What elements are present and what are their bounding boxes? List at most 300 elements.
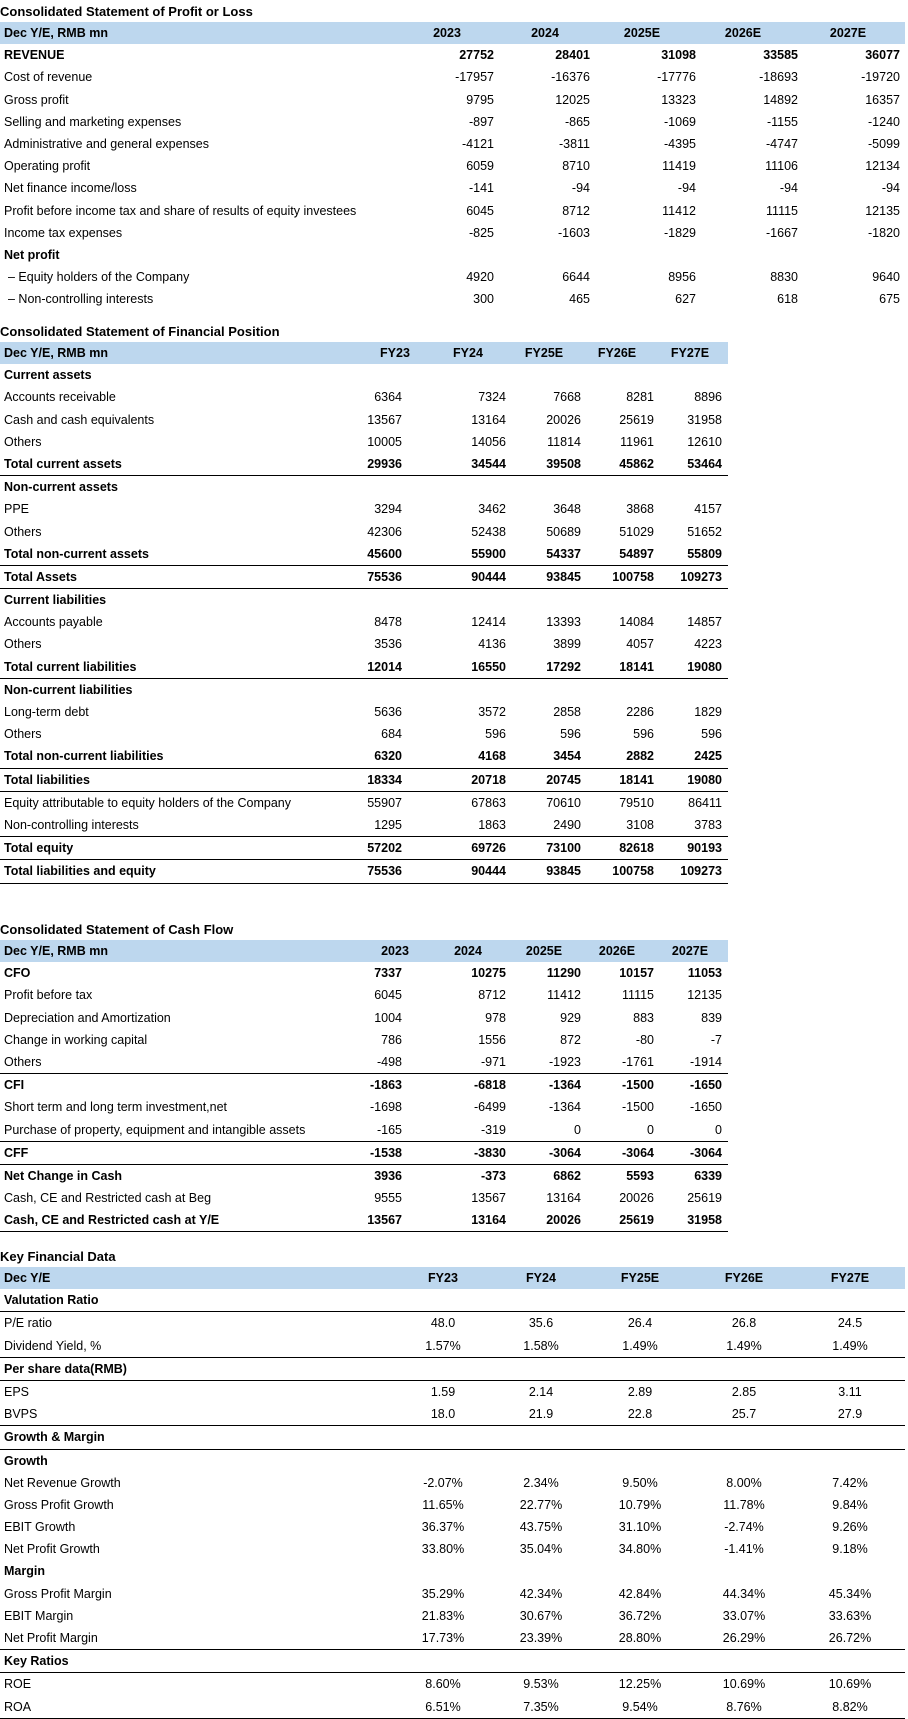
cell-value: 34544 xyxy=(471,456,506,471)
row-label: Gross Profit Margin xyxy=(4,1586,112,1601)
row-label: Equity attributable to equity holders of the Company xyxy=(4,795,291,810)
row-label: Administrative and general expenses xyxy=(4,136,209,151)
cell-value: 13323 xyxy=(661,92,696,107)
cell-value: 25619 xyxy=(687,1191,722,1206)
cell-value: 2.89 xyxy=(627,1384,653,1399)
header-year: FY24 xyxy=(453,346,483,360)
row-label: Cash and cash equivalents xyxy=(4,412,155,427)
cell-value: 20026 xyxy=(546,1213,581,1228)
header-year: FY25E xyxy=(620,1271,660,1285)
cell-value: 31958 xyxy=(687,412,722,427)
cell-value: -19720 xyxy=(861,70,900,85)
cell-value: 7668 xyxy=(553,390,581,405)
cell-value: 3536 xyxy=(374,637,402,652)
table-row xyxy=(0,1142,728,1165)
profit-loss-statement xyxy=(0,0,905,310)
header-year: 2025E xyxy=(525,944,563,958)
cell-value: 20718 xyxy=(471,772,506,787)
cell-value: 8712 xyxy=(478,988,506,1003)
cell-value: 28.80% xyxy=(618,1631,662,1645)
table-row xyxy=(0,1472,905,1494)
cell-value: -2.74% xyxy=(724,1520,764,1535)
row-label: Total current assets xyxy=(4,456,122,471)
header-year: 2023 xyxy=(381,944,409,958)
cell-value: 1829 xyxy=(694,705,722,719)
row-label: Accounts payable xyxy=(4,615,103,630)
cell-value: 55900 xyxy=(471,546,506,561)
table-row xyxy=(0,133,905,155)
row-label: Cost of revenue xyxy=(4,70,93,85)
cell-value: 7.35% xyxy=(523,1699,559,1714)
table-row xyxy=(0,266,905,288)
cell-value: 50689 xyxy=(546,524,581,539)
row-label: Non-controlling interests xyxy=(4,817,139,832)
cell-value: -3811 xyxy=(558,136,590,151)
cell-value: 11053 xyxy=(687,966,722,981)
cell-value: -17776 xyxy=(657,70,696,85)
cell-value: 2.34% xyxy=(523,1475,559,1490)
cell-value: 9.26% xyxy=(832,1520,868,1535)
cell-value: 18.0 xyxy=(430,1407,456,1422)
cell-value: -971 xyxy=(480,1054,506,1069)
header-year: 2026E xyxy=(724,26,762,40)
cell-value: 79510 xyxy=(619,795,654,810)
cell-value: -141 xyxy=(468,181,494,196)
cell-value: 21.83% xyxy=(421,1608,465,1623)
row-label: Total liabilities xyxy=(4,772,90,787)
cell-value: 33.63% xyxy=(828,1608,872,1623)
table-row xyxy=(0,860,728,883)
cell-value: -825 xyxy=(468,225,494,240)
cell-value: 22.77% xyxy=(519,1497,563,1512)
cell-value: 5593 xyxy=(626,1168,654,1183)
table-row xyxy=(0,792,728,814)
cell-value: 3462 xyxy=(478,502,506,517)
table-row xyxy=(0,1358,905,1381)
profit-loss-title: Consolidated Statement of Profit or Loss xyxy=(0,4,253,19)
cell-value: 7324 xyxy=(478,390,506,405)
cell-value: -1603 xyxy=(558,225,590,240)
cell-value: 20026 xyxy=(546,412,581,427)
cell-value: 3454 xyxy=(553,749,581,764)
cell-value: 13164 xyxy=(471,412,506,427)
row-label: ROE xyxy=(4,1677,32,1692)
cell-value: 11419 xyxy=(662,159,696,174)
cell-value: -3064 xyxy=(549,1145,581,1160)
cell-value: 10.69% xyxy=(722,1677,766,1692)
cell-value: 36077 xyxy=(865,48,900,63)
cell-value: 4168 xyxy=(478,749,506,764)
cell-value: 4136 xyxy=(478,637,506,652)
header-year: FY23 xyxy=(380,346,410,360)
header-row xyxy=(0,1267,905,1289)
cell-value: 11115 xyxy=(766,203,798,218)
cell-value: 1863 xyxy=(478,817,506,832)
cell-value: -1500 xyxy=(622,1100,654,1115)
cell-value: 1.49% xyxy=(726,1338,762,1353)
cell-value: 2490 xyxy=(553,817,581,832)
cell-value: 36.72% xyxy=(618,1608,662,1623)
cell-value: 6339 xyxy=(694,1168,722,1183)
cell-value: 17292 xyxy=(546,659,581,674)
financial-position-statement xyxy=(0,320,728,884)
cell-value: 1.49% xyxy=(832,1338,868,1353)
cell-value: -1069 xyxy=(664,114,696,129)
row-label: Total equity xyxy=(4,841,74,856)
cell-value: 31.10% xyxy=(618,1520,662,1535)
cell-value: 596 xyxy=(485,727,506,742)
cell-value: 18334 xyxy=(367,772,402,787)
cell-value: 2.85 xyxy=(731,1384,757,1399)
cell-value: -6499 xyxy=(474,1100,506,1115)
cell-value: 109273 xyxy=(680,569,722,584)
table-row xyxy=(0,679,728,701)
profit-loss-table xyxy=(0,22,905,310)
cell-value: 11.65% xyxy=(422,1497,464,1512)
key-financial-data-title: Key Financial Data xyxy=(0,1249,116,1264)
cell-value: 18141 xyxy=(619,659,654,674)
row-label: EBIT Growth xyxy=(4,1520,76,1535)
cell-value: -319 xyxy=(480,1122,506,1137)
cell-value: 2425 xyxy=(694,749,722,764)
cell-value: -17957 xyxy=(455,70,494,85)
row-label: Key Ratios xyxy=(4,1654,69,1669)
table-row xyxy=(0,1312,905,1334)
row-label: Profit before income tax and share of results of equity investees xyxy=(4,203,357,218)
table-row xyxy=(0,1209,728,1232)
cell-value: 2882 xyxy=(626,749,654,764)
financial-position-table xyxy=(0,342,728,884)
cell-value: 6320 xyxy=(374,749,402,764)
row-label: EBIT Margin xyxy=(4,1608,74,1623)
cell-value: 25619 xyxy=(619,412,654,427)
cell-value: 51029 xyxy=(619,524,654,539)
cell-value: 93845 xyxy=(546,864,581,879)
cell-value: 10275 xyxy=(471,966,506,981)
cell-value: 1.59 xyxy=(430,1384,456,1399)
cell-value: 3936 xyxy=(374,1168,402,1183)
cell-value: -1863 xyxy=(370,1078,402,1093)
cell-value: 55907 xyxy=(367,795,402,810)
table-row xyxy=(0,1165,728,1187)
cell-value: 23.39% xyxy=(519,1631,563,1645)
cell-value: 35.04% xyxy=(519,1542,563,1557)
cell-value: 42306 xyxy=(367,524,402,539)
cell-value: 27752 xyxy=(459,48,494,63)
cell-value: 10.79% xyxy=(618,1497,662,1512)
cell-value: 44.34% xyxy=(722,1586,766,1601)
cell-value: 8830 xyxy=(770,270,798,285)
cell-value: 75536 xyxy=(367,864,402,879)
table-row xyxy=(0,1074,728,1096)
cell-value: 26.29% xyxy=(722,1631,766,1645)
cell-value: -94 xyxy=(677,181,696,196)
header-year: 2026E xyxy=(598,944,636,958)
cell-value: 3648 xyxy=(553,502,581,517)
cell-value: 839 xyxy=(701,1010,722,1025)
row-label: P/E ratio xyxy=(4,1316,52,1331)
cell-value: 31098 xyxy=(661,48,696,63)
cell-value: -16376 xyxy=(551,70,590,85)
table-row xyxy=(0,244,905,266)
cell-value: -3064 xyxy=(622,1145,654,1160)
table-row xyxy=(0,1673,905,1695)
table-row xyxy=(0,1605,905,1627)
cell-value: 109273 xyxy=(680,864,722,879)
cell-value: -6818 xyxy=(474,1078,506,1093)
cell-value: 10157 xyxy=(619,966,654,981)
cash-flow-statement xyxy=(0,918,728,1232)
cell-value: 12.25% xyxy=(618,1677,662,1692)
table-row xyxy=(0,543,728,566)
cell-value: 8.76% xyxy=(726,1699,762,1714)
cell-value: 0 xyxy=(715,1122,722,1137)
row-label: Operating profit xyxy=(4,159,91,174)
cell-value: -1761 xyxy=(622,1054,654,1069)
row-label: CFI xyxy=(4,1078,25,1093)
table-row xyxy=(0,111,905,133)
cell-value: -1500 xyxy=(622,1078,654,1093)
cell-value: -80 xyxy=(635,1032,654,1047)
row-label: Total non-current assets xyxy=(4,546,149,561)
cell-value: 39508 xyxy=(546,456,581,471)
cell-value: 12414 xyxy=(471,615,506,630)
cell-value: 45.34% xyxy=(828,1586,872,1601)
cell-value: 11961 xyxy=(620,434,654,449)
table-row xyxy=(0,1381,905,1403)
cell-value: 14084 xyxy=(619,615,654,630)
row-label: Dividend Yield, % xyxy=(4,1338,102,1353)
cell-value: 16550 xyxy=(471,659,506,674)
cell-value: 11412 xyxy=(547,988,581,1003)
cell-value: 19080 xyxy=(687,772,722,787)
cell-value: 45862 xyxy=(619,456,654,471)
cell-value: 9.18% xyxy=(832,1542,868,1557)
table-row xyxy=(0,611,728,633)
cell-value: 36.37% xyxy=(421,1520,465,1535)
row-label: – Equity holders of the Company xyxy=(8,270,190,285)
table-row xyxy=(0,1029,728,1051)
table-row xyxy=(0,1187,728,1209)
row-label: – Non-controlling interests xyxy=(8,292,154,307)
cell-value: 675 xyxy=(879,292,900,307)
cell-value: -4747 xyxy=(766,136,798,151)
table-row xyxy=(0,633,728,655)
row-label: Net Profit Margin xyxy=(4,1631,98,1645)
cell-value: 90444 xyxy=(471,864,506,879)
cell-value: 6045 xyxy=(374,988,402,1003)
row-label: Gross Profit Growth xyxy=(4,1497,114,1512)
cell-value: 42.34% xyxy=(519,1586,563,1601)
cell-value: 627 xyxy=(675,292,696,307)
header-row xyxy=(0,22,905,44)
cell-value: 8712 xyxy=(562,203,590,218)
cell-value: 30.67% xyxy=(519,1608,563,1623)
cell-value: 75536 xyxy=(367,569,402,584)
cell-value: -1538 xyxy=(370,1145,402,1160)
cell-value: 100758 xyxy=(612,569,654,584)
row-label: Income tax expenses xyxy=(4,225,123,240)
cell-value: 12135 xyxy=(865,203,900,218)
cell-value: 35.6 xyxy=(528,1316,554,1331)
header-year: FY23 xyxy=(428,1271,458,1285)
cell-value: 26.8 xyxy=(731,1316,757,1331)
cash-flow-table xyxy=(0,940,728,1232)
cell-value: 10005 xyxy=(367,434,402,449)
header-row xyxy=(0,342,728,364)
cell-value: 11814 xyxy=(547,434,581,449)
cell-value: 872 xyxy=(560,1032,581,1047)
table-row xyxy=(0,836,728,860)
cell-value: 1.49% xyxy=(622,1338,658,1353)
cell-value: 2286 xyxy=(626,705,654,719)
cell-value: 1295 xyxy=(374,817,402,832)
row-label: PPE xyxy=(4,502,30,517)
row-label: Net finance income/loss xyxy=(4,181,137,196)
cell-value: 8.82% xyxy=(832,1699,868,1714)
financial-position-title: Consolidated Statement of Financial Position xyxy=(0,324,280,339)
cell-value: 48.0 xyxy=(430,1316,456,1331)
cell-value: -1.41% xyxy=(724,1542,764,1557)
header-year: 2027E xyxy=(829,26,867,40)
table-row xyxy=(0,962,728,984)
table-row xyxy=(0,701,728,723)
header-label: Dec Y/E xyxy=(4,1271,51,1285)
cell-value: 0 xyxy=(647,1122,654,1137)
table-row xyxy=(0,723,728,745)
cell-value: -1914 xyxy=(690,1054,722,1069)
row-label: Gross profit xyxy=(4,92,69,107)
cell-value: 52438 xyxy=(471,524,506,539)
table-row xyxy=(0,566,728,589)
row-label: Non-current liabilities xyxy=(4,682,133,697)
cell-value: 20745 xyxy=(546,772,581,787)
table-row xyxy=(0,89,905,111)
table-row xyxy=(0,453,728,476)
row-label: Short term and long term investment,net xyxy=(4,1100,228,1115)
cell-value: -3830 xyxy=(474,1145,506,1160)
cell-value: 14056 xyxy=(471,434,506,449)
cell-value: 465 xyxy=(569,292,590,307)
row-label: Selling and marketing expenses xyxy=(4,114,182,129)
cell-value: 54337 xyxy=(546,546,581,561)
cell-value: 6644 xyxy=(562,270,590,285)
cell-value: 9.84% xyxy=(832,1497,868,1512)
cell-value: 9555 xyxy=(374,1191,402,1206)
table-row xyxy=(0,521,728,543)
table-row xyxy=(0,386,728,408)
table-row xyxy=(0,200,905,222)
cell-value: 31958 xyxy=(687,1213,722,1228)
cell-value: 22.8 xyxy=(627,1407,653,1422)
cell-value: 596 xyxy=(560,727,581,742)
cell-value: 93845 xyxy=(546,569,581,584)
cell-value: 0 xyxy=(574,1122,581,1137)
table-row xyxy=(0,1335,905,1358)
row-label: REVENUE xyxy=(4,48,65,63)
cell-value: 12025 xyxy=(555,92,590,107)
cell-value: 33.07% xyxy=(722,1608,766,1623)
cell-value: 8281 xyxy=(626,390,654,405)
row-label: Others xyxy=(4,1054,42,1069)
cell-value: 6.51% xyxy=(425,1699,461,1714)
row-label: Total non-current liabilities xyxy=(4,749,164,764)
cell-value: 10.69% xyxy=(828,1677,872,1692)
row-label: Others xyxy=(4,524,42,539)
cell-value: -165 xyxy=(376,1122,402,1137)
table-row xyxy=(0,177,905,199)
cell-value: 33.80% xyxy=(421,1542,465,1557)
cell-value: 8896 xyxy=(694,390,722,405)
cell-value: 8710 xyxy=(562,159,590,174)
cell-value: 26.4 xyxy=(627,1316,653,1331)
cell-value: -94 xyxy=(571,181,590,196)
cell-value: 4920 xyxy=(466,270,494,285)
cell-value: 3868 xyxy=(626,502,654,517)
row-label: Net Revenue Growth xyxy=(4,1475,121,1490)
cell-value: 9.50% xyxy=(622,1475,658,1490)
cell-value: 3572 xyxy=(478,705,506,719)
header-row xyxy=(0,940,728,962)
row-label: Purchase of property, equipment and intangible assets xyxy=(4,1122,306,1137)
cell-value: 4157 xyxy=(694,502,722,517)
row-label: Non-current assets xyxy=(4,480,118,495)
cell-value: -1820 xyxy=(868,225,900,240)
table-row xyxy=(0,814,728,836)
cell-value: -498 xyxy=(376,1054,402,1069)
cash-flow-title: Consolidated Statement of Cash Flow xyxy=(0,922,234,937)
header-year: 2023 xyxy=(433,26,461,40)
cell-value: 35.29% xyxy=(421,1586,465,1601)
row-label: Change in working capital xyxy=(4,1032,148,1047)
cell-value: -897 xyxy=(468,114,494,129)
cell-value: 12135 xyxy=(687,988,722,1003)
row-label: Per share data(RMB) xyxy=(4,1361,127,1376)
cell-value: -2.07% xyxy=(423,1475,463,1490)
table-row xyxy=(0,288,905,310)
row-label: Net Change in Cash xyxy=(4,1168,123,1183)
cell-value: 596 xyxy=(701,727,722,742)
cell-value: 13164 xyxy=(471,1213,506,1228)
row-label: Profit before tax xyxy=(4,988,93,1003)
cell-value: -4395 xyxy=(664,136,696,151)
table-row xyxy=(0,498,728,520)
row-label: Total Assets xyxy=(4,569,77,584)
cell-value: -4121 xyxy=(462,136,494,151)
cell-value: 25619 xyxy=(619,1213,654,1228)
header-year: FY26E xyxy=(597,346,637,360)
cell-value: -94 xyxy=(779,181,798,196)
row-label: Others xyxy=(4,434,42,449)
cell-value: -1364 xyxy=(549,1078,581,1093)
row-label: Others xyxy=(4,637,42,652)
table-row xyxy=(0,1516,905,1538)
row-label: BVPS xyxy=(4,1407,38,1422)
cell-value: 57202 xyxy=(367,841,402,856)
cell-value: 12014 xyxy=(367,659,402,674)
cell-value: 51652 xyxy=(687,524,722,539)
cell-value: 90444 xyxy=(471,569,506,584)
row-label: Net profit xyxy=(4,247,60,262)
cell-value: 21.9 xyxy=(528,1407,554,1422)
cell-value: 25.7 xyxy=(731,1407,757,1422)
row-label: EPS xyxy=(4,1384,30,1399)
table-row xyxy=(0,656,728,679)
table-row xyxy=(0,1696,905,1719)
cell-value: 929 xyxy=(560,1010,581,1025)
cell-value: 55809 xyxy=(687,546,722,561)
cell-value: -1240 xyxy=(868,114,900,129)
